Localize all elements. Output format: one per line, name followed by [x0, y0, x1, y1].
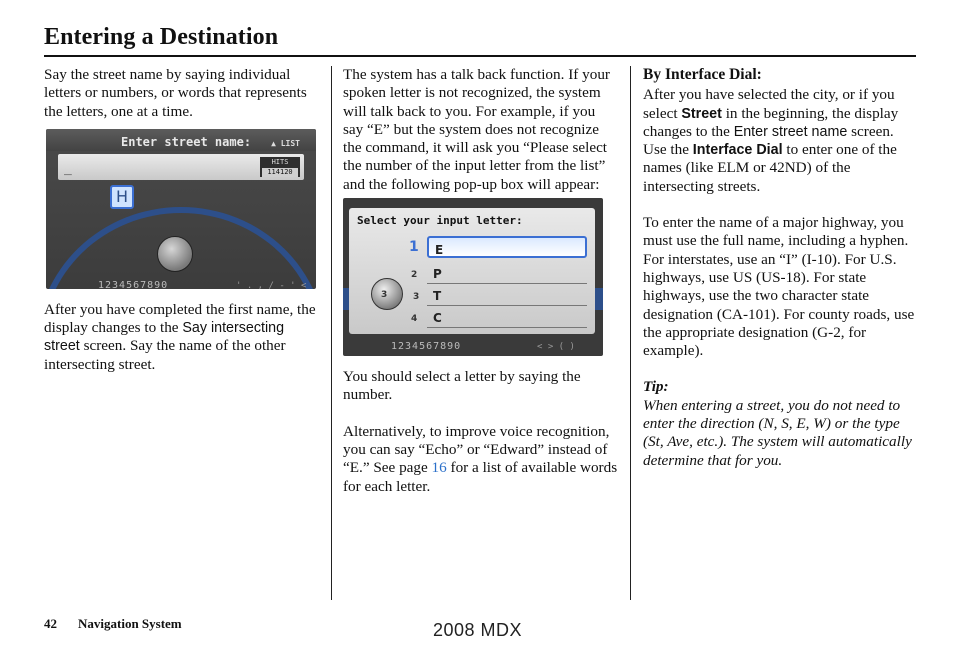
- list-button: ▲ LIST: [271, 138, 300, 148]
- screen-title: Enter street name:: [121, 134, 252, 149]
- page-title: Entering a Destination: [44, 24, 279, 50]
- selected-letter-bubble: H: [110, 185, 134, 209]
- option-number: 1: [409, 239, 419, 256]
- symbol-row: ' . , / - ' <: [236, 280, 307, 289]
- paragraph: [643, 86, 919, 196]
- text: screen. Say the name of the other intersecting street.: [44, 337, 286, 373]
- symbol-row: < > ( ): [537, 342, 575, 353]
- column-right: [643, 66, 919, 470]
- text: After you have selected the city, or if you select: [643, 86, 895, 122]
- option-row: C: [427, 306, 587, 328]
- street-term: Street: [681, 105, 722, 122]
- interface-dial-term: Interface Dial: [692, 142, 783, 159]
- footer-section: Navigation System: [78, 616, 182, 631]
- tip: [643, 378, 919, 469]
- footer-brand: 2008 MDX: [433, 620, 523, 640]
- digit-row: 1234567890: [391, 341, 462, 353]
- text: for a list of available words for each letter.: [343, 459, 618, 495]
- option-number: 3: [413, 292, 420, 303]
- column-divider: [630, 66, 631, 600]
- tip-text: When entering a street, you do not need to enter the direction (N, S, E, W) or the type (St, Ave, etc.). The system will automatically determine that for you.: [643, 396, 912, 469]
- interface-dial-icon: [157, 236, 193, 272]
- column-middle: [343, 66, 619, 514]
- page-link[interactable]: 16: [431, 459, 447, 477]
- tip-label: Tip:: [643, 378, 669, 396]
- option-number: 2: [411, 270, 418, 281]
- paragraph: You should select a letter by saying the number.: [343, 368, 581, 404]
- input-cursor: _: [64, 160, 72, 176]
- text: to enter one of the names (like ELM or 42ND) of the intersecting streets.: [643, 141, 897, 195]
- option-row: T: [427, 284, 587, 306]
- screen-term: Enter street name: [733, 123, 848, 140]
- title-rule: [44, 55, 916, 57]
- text: Alternatively, to improve voice recognition, you can say “Echo” or “Edward” instead of “E.” See page: [343, 422, 610, 477]
- column-divider: [331, 66, 332, 600]
- text: After you have completed the first name, the display changes to the: [44, 300, 316, 337]
- paragraph: The system has a talk back function. If your spoken letter is not recognized, the system will talk back to you. For example, if you say “E” but the system does not recognize the command, it will ask you “Please select the number of the input letter from the list” and the following pop-up box will appear:: [343, 66, 610, 193]
- popup-title: Select your input letter:: [357, 214, 523, 228]
- screen-header: [46, 129, 316, 151]
- paragraph: [343, 423, 619, 496]
- column-left: [44, 66, 320, 392]
- screen-term: Say intersecting street: [44, 320, 285, 355]
- page-number: 42: [44, 616, 57, 631]
- option-row: P: [427, 262, 587, 284]
- text: in the beginning, the display changes to the: [643, 104, 899, 140]
- option-row: E: [427, 236, 587, 258]
- option-number: 4: [411, 314, 418, 325]
- enter-street-name-screen: [46, 129, 316, 289]
- text: screen. Use the: [643, 122, 894, 159]
- hits-label: HITS: [271, 157, 289, 166]
- paragraph: [44, 301, 320, 374]
- hits-counter: [260, 157, 300, 177]
- digit-row: 1234567890: [98, 279, 169, 289]
- street-input-field: [58, 154, 304, 180]
- select-input-letter-screen: [343, 198, 603, 356]
- section-heading: By Interface Dial:: [643, 66, 762, 83]
- paragraph: To enter the name of a major highway, you must use the full name, including a hyphen. For interstates, use an “I” (I-10). For U.S. highways, use US (US-18). For state highways, use the two character state designation (CA-101). For county roads, use the appropriate designation (G-2, for example).: [643, 214, 915, 360]
- popup-panel: [349, 208, 595, 334]
- dial-number: 3: [381, 290, 388, 301]
- paragraph: Say the street name by saying individual letters or numbers, or words that represents the letters, one at a time.: [44, 66, 307, 120]
- hits-value: 114120: [262, 168, 298, 177]
